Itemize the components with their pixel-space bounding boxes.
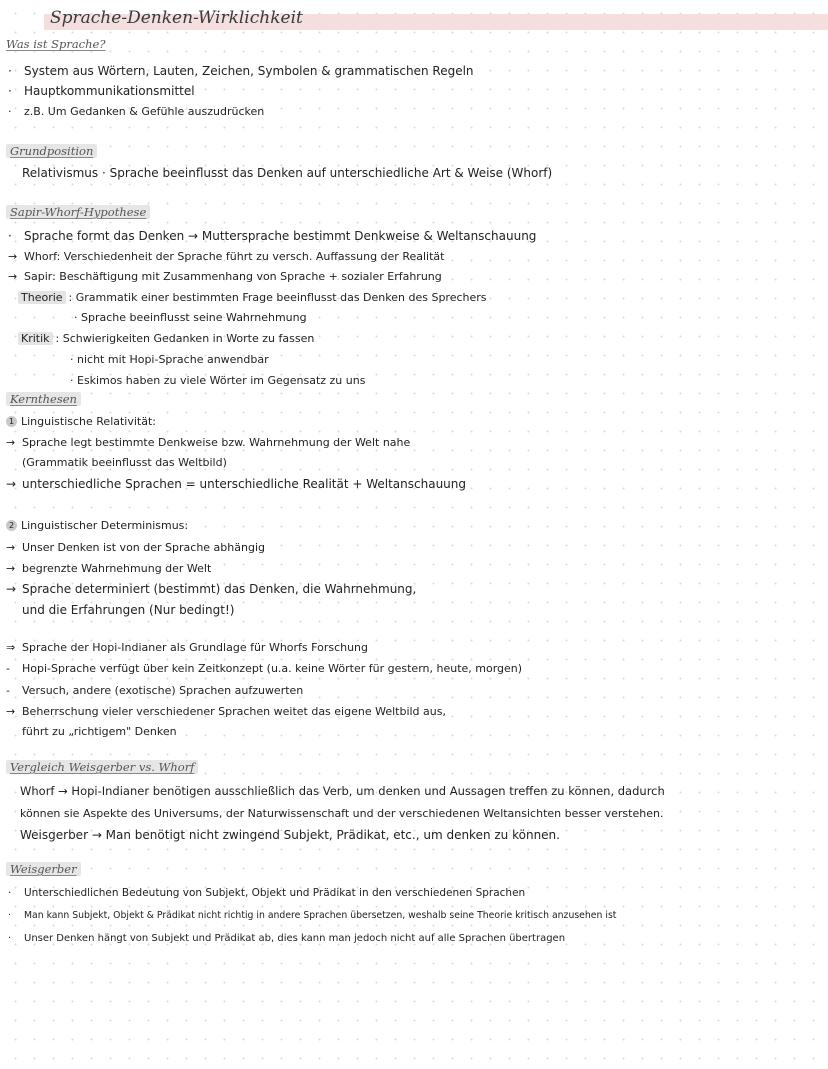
list-item: - Hopi-Sprache verfügt über kein Zeitkonzept (u.a. keine Wörter für gestern, heute, morgen) bbox=[6, 662, 523, 675]
grundposition-text: Relativismus · Sprache beeinflusst das Denken auf unterschiedliche Art & Weise (Whorf) bbox=[22, 166, 553, 180]
page-title: Sprache-Denken-Wirklichkeit bbox=[50, 8, 303, 28]
list-item: · System aus Wörtern, Lauten, Zeichen, Symbolen & grammatischen Regeln bbox=[8, 64, 474, 78]
heading-vergleich: Vergleich Weisgerber vs. Whorf bbox=[6, 760, 198, 774]
list-item: · z.B. Um Gedanken & Gefühle auszudrücken bbox=[8, 105, 265, 118]
list-item: → Sprache legt bestimmte Denkweise bzw. Wahrnehmung der Welt nahe bbox=[6, 436, 411, 449]
theorie-line: Theorie : Grammatik einer bestimmten Frage beeinflusst das Denken des Sprechers bbox=[18, 290, 487, 305]
list-item: führt zu „richtigem" Denken bbox=[22, 725, 177, 738]
heading-was-ist-sprache: Was ist Sprache? bbox=[6, 37, 106, 51]
theorie-line: · Sprache beeinflusst seine Wahrnehmung bbox=[74, 311, 307, 324]
these-1-title: 1 Linguistische Relativität: bbox=[6, 414, 156, 429]
theorie-label: Theorie bbox=[18, 291, 66, 304]
list-item: und die Erfahrungen (Nur bedingt!) bbox=[22, 603, 235, 617]
list-item: → begrenzte Wahrnehmung der Welt bbox=[6, 562, 212, 575]
list-item: (Grammatik beeinflusst das Weltbild) bbox=[22, 456, 227, 469]
these-2-title: 2 Linguistischer Determinismus: bbox=[6, 518, 188, 533]
vergleich-line: können sie Aspekte des Universums, der Naturwissenschaft und der verschiedenen Weltansichten besser verstehen. bbox=[20, 807, 664, 820]
list-item: → unterschiedliche Sprachen = unterschiedliche Realität + Weltanschauung bbox=[6, 477, 467, 491]
list-item: → Whorf: Verschiedenheit der Sprache führt zu versch. Auffassung der Realität bbox=[8, 250, 445, 263]
list-item: · Sprache formt das Denken → Muttersprache bestimmt Denkweise & Weltanschauung bbox=[8, 229, 537, 243]
list-item: → Sapir: Beschäftigung mit Zusammenhang von Sprache + sozialer Erfahrung bbox=[8, 270, 442, 283]
kritik-label: Kritik bbox=[18, 332, 53, 345]
list-item: → Sprache determiniert (bestimmt) das Denken, die Wahrnehmung, bbox=[6, 582, 417, 596]
vergleich-line: Whorf → Hopi-Indianer benötigen ausschließlich das Verb, um denken und Aussagen treffen zu können, dadurch bbox=[20, 784, 665, 798]
kritik-line: Kritik : Schwierigkeiten Gedanken in Worte zu fassen bbox=[18, 331, 314, 346]
vergleich-line: Weisgerber → Man benötigt nicht zwingend Subjekt, Prädikat, etc., um denken zu können. bbox=[20, 828, 560, 842]
list-item: · Hauptkommunikationsmittel bbox=[8, 84, 195, 98]
number-badge: 1 bbox=[6, 416, 17, 427]
list-item: → Unser Denken ist von der Sprache abhängig bbox=[6, 541, 265, 554]
list-item: ⇒ Sprache der Hopi-Indianer als Grundlage für Whorfs Forschung bbox=[6, 641, 369, 654]
kritik-line: · nicht mit Hopi-Sprache anwendbar bbox=[70, 353, 269, 366]
list-item: → Beherrschung vieler verschiedener Sprachen weitet das eigene Weltbild aus, bbox=[6, 705, 446, 718]
number-badge: 2 bbox=[6, 520, 17, 531]
heading-kernthesen: Kernthesen bbox=[6, 392, 81, 406]
heading-weisgerber: Weisgerber bbox=[6, 862, 81, 876]
list-item: · Unser Denken hängt von Subjekt und Prädikat ab, dies kann man jedoch nicht auf alle Sprachen übertragen bbox=[8, 933, 566, 944]
list-item: · Man kann Subjekt, Objekt & Prädikat nicht richtig in andere Sprachen übersetzen, weshalb seine Theorie kritisch anzusehen ist bbox=[8, 910, 617, 921]
list-item: · Unterschiedlichen Bedeutung von Subjekt, Objekt und Prädikat in den verschiedenen Sprachen bbox=[8, 887, 526, 899]
list-item: - Versuch, andere (exotische) Sprachen aufzuwerten bbox=[6, 684, 304, 697]
heading-sapir-whorf: Sapir-Whorf-Hypothese bbox=[6, 205, 150, 219]
kritik-line: · Eskimos haben zu viele Wörter im Gegensatz zu uns bbox=[70, 374, 366, 387]
heading-grundposition: Grundposition bbox=[6, 144, 97, 158]
